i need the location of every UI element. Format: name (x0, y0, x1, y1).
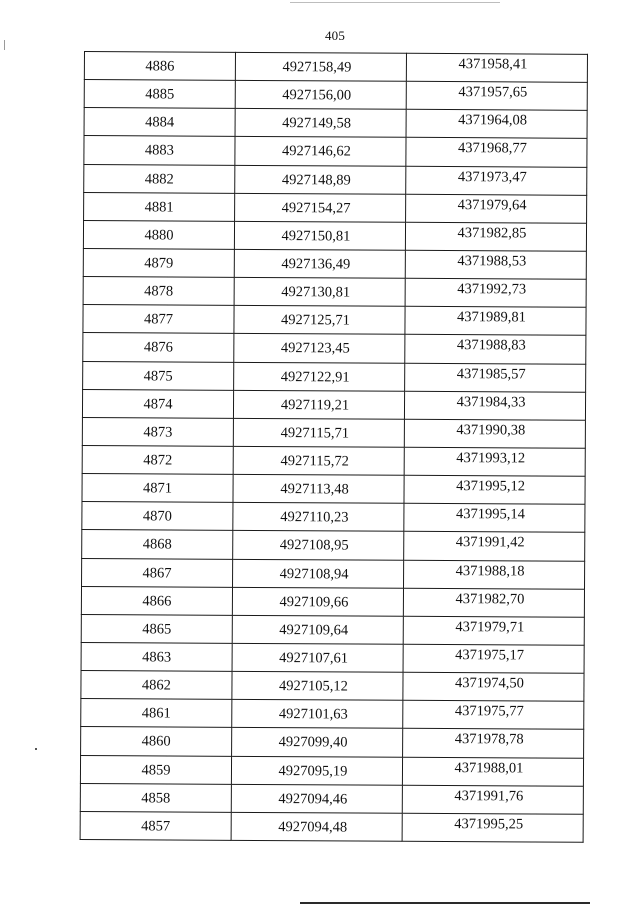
table-row (83, 277, 586, 308)
y-coordinate-cell (402, 757, 583, 786)
cell-text: 4874 (143, 396, 173, 413)
y-coordinate-cell (405, 250, 586, 279)
point-number-cell (83, 361, 234, 390)
y-coordinate-cell (406, 194, 587, 223)
coordinates-table (80, 51, 588, 843)
x-coordinate-cell (233, 503, 404, 532)
point-number-cell (84, 52, 235, 81)
cell-text: 4927107,61 (279, 650, 349, 667)
table-row (82, 417, 585, 448)
cell-text: 4859 (141, 761, 171, 779)
y-coordinate-cell (404, 532, 585, 561)
x-coordinate-cell (234, 362, 405, 391)
y-coordinate-cell (404, 419, 585, 448)
cell-text: 4870 (142, 508, 172, 525)
x-coordinate-cell (233, 531, 404, 560)
cell-text: 4871 (143, 480, 173, 497)
point-number-cell (81, 642, 232, 671)
cell-text: 4371974,50 (454, 675, 524, 692)
point-number-cell (84, 164, 235, 193)
y-coordinate-cell (406, 138, 587, 167)
point-number-cell (83, 220, 234, 249)
y-coordinate-cell (405, 363, 586, 392)
scan-speck (35, 748, 37, 750)
point-number-cell (81, 586, 232, 615)
cell-text: 4863 (142, 649, 172, 666)
cell-text: 4371978,78 (454, 731, 524, 748)
point-number-cell (80, 755, 231, 784)
point-number-cell (82, 502, 233, 531)
cell-text: 4878 (144, 283, 174, 300)
cell-text: 4861 (141, 705, 171, 722)
cell-text: 4371995,14 (455, 506, 525, 523)
cell-text: 4927094,46 (278, 790, 348, 808)
table-row (83, 220, 586, 251)
x-coordinate-cell (235, 109, 406, 138)
cell-text: 4881 (144, 199, 174, 216)
cell-text: 4865 (142, 621, 172, 638)
cell-text: 4927095,19 (278, 762, 348, 780)
cell-text: 4371979,71 (455, 618, 525, 636)
table-row (81, 614, 584, 645)
table-row (84, 80, 587, 111)
cell-text: 4927094,48 (278, 818, 348, 836)
cell-text: 4371991,42 (455, 534, 525, 551)
cell-text: 4873 (143, 424, 173, 441)
table-row (83, 305, 586, 336)
point-number-cell (83, 277, 234, 306)
cell-text: 4876 (143, 339, 173, 356)
cell-text: 4927156,00 (282, 87, 352, 104)
cell-text: 4860 (141, 733, 171, 750)
cell-text: 4371985,57 (456, 365, 526, 383)
table-row (81, 699, 584, 730)
cell-text: 4927130,81 (281, 284, 351, 301)
cell-text: 4371988,01 (454, 759, 524, 777)
y-coordinate-cell (403, 616, 584, 645)
cell-text: 4371995,12 (456, 478, 526, 495)
scan-edge-bottom (300, 902, 590, 904)
point-number-cell (80, 811, 231, 840)
point-number-cell (81, 671, 232, 700)
coordinates-table-body (80, 52, 587, 843)
table-row (84, 52, 587, 83)
x-coordinate-cell (233, 446, 404, 475)
cell-text: 4927105,12 (278, 678, 348, 695)
x-coordinate-cell (233, 559, 404, 588)
point-number-cell (80, 783, 231, 812)
cell-text: 4875 (143, 367, 173, 385)
point-number-cell (83, 248, 234, 277)
cell-text: 4371995,25 (454, 815, 524, 833)
cell-text: 4371991,76 (454, 787, 524, 805)
cell-text: 4371964,08 (458, 112, 528, 129)
cell-text: 4883 (144, 142, 174, 159)
x-coordinate-cell (231, 756, 402, 785)
point-number-cell (82, 389, 233, 418)
cell-text: 4866 (142, 593, 172, 610)
y-coordinate-cell (406, 81, 587, 110)
x-coordinate-cell (235, 52, 406, 81)
y-coordinate-cell (403, 588, 584, 617)
y-coordinate-cell (402, 785, 583, 814)
x-coordinate-cell (233, 390, 404, 419)
point-number-cell (82, 445, 233, 474)
cell-text: 4927113,48 (280, 481, 349, 498)
y-coordinate-cell (404, 475, 585, 504)
cell-text: 4862 (141, 677, 172, 694)
y-coordinate-cell (404, 391, 585, 420)
cell-text: 4927101,63 (278, 706, 348, 723)
cell-text: 4927122,91 (280, 368, 350, 386)
point-number-cell (84, 108, 235, 137)
cell-text: 4371975,77 (454, 703, 524, 720)
cell-text: 4927110,23 (280, 509, 349, 526)
x-coordinate-cell (234, 334, 405, 363)
cell-text: 4371982,85 (457, 224, 527, 242)
point-number-cell (84, 80, 235, 109)
scan-edge-top (290, 2, 500, 3)
y-coordinate-cell (405, 278, 586, 307)
x-coordinate-cell (235, 193, 406, 222)
cell-text: 4927150,81 (281, 228, 351, 245)
cell-text: 4371988,18 (455, 562, 525, 580)
x-coordinate-cell (233, 474, 404, 503)
y-coordinate-cell (403, 672, 584, 701)
cell-text: 4927108,94 (279, 565, 349, 583)
y-coordinate-cell (405, 335, 586, 364)
point-number-cell (82, 417, 233, 446)
cell-text: 4927099,40 (278, 734, 348, 751)
y-coordinate-cell (403, 644, 584, 673)
cell-text: 4927136,49 (281, 256, 351, 273)
cell-text: 4877 (143, 311, 174, 328)
cell-text: 4884 (145, 114, 175, 131)
y-coordinate-cell (402, 813, 583, 842)
cell-text: 4371958,41 (458, 56, 528, 73)
point-number-cell (83, 333, 234, 362)
y-coordinate-cell (406, 53, 587, 82)
cell-text: 4371989,81 (457, 309, 526, 326)
cell-text: 4371984,33 (456, 393, 526, 411)
x-coordinate-cell (232, 671, 403, 700)
table-row (80, 783, 583, 814)
cell-text: 4927108,95 (279, 537, 349, 554)
y-coordinate-cell (405, 222, 586, 251)
y-coordinate-cell (404, 447, 585, 476)
cell-text: 4371988,83 (456, 337, 526, 354)
cell-text: 4885 (145, 86, 175, 103)
point-number-cell (82, 530, 233, 559)
table-row (82, 530, 585, 561)
table-row (84, 192, 587, 223)
cell-text: 4867 (142, 564, 172, 582)
point-number-cell (84, 192, 235, 221)
cell-text: 4927158,49 (282, 59, 352, 76)
x-coordinate-cell (234, 306, 405, 335)
cell-text: 4879 (144, 255, 174, 272)
cell-text: 4371957,65 (458, 84, 528, 101)
cell-text: 4882 (144, 170, 174, 188)
cell-text: 4858 (141, 790, 171, 807)
cell-text: 4927123,45 (280, 340, 350, 357)
cell-text: 4371993,12 (456, 450, 526, 467)
cell-text: 4927154,27 (281, 199, 351, 217)
x-coordinate-cell (235, 80, 406, 109)
cell-text: 4927146,62 (281, 143, 351, 160)
y-coordinate-cell (404, 560, 585, 589)
table-row (84, 108, 587, 139)
table-row (81, 642, 584, 673)
point-number-cell (84, 136, 235, 165)
table-row (82, 502, 585, 533)
y-coordinate-cell (406, 110, 587, 139)
cell-text: 4927119,21 (280, 396, 350, 414)
x-coordinate-cell (235, 137, 406, 166)
table-row (84, 164, 587, 195)
x-coordinate-cell (235, 165, 406, 194)
cell-text: 4371990,38 (456, 421, 526, 439)
point-number-cell (81, 727, 232, 756)
point-number-cell (83, 305, 234, 334)
point-number-cell (81, 699, 232, 728)
cell-text: 4371968,77 (457, 140, 527, 157)
table-row (81, 727, 584, 758)
cell-text: 4371992,73 (457, 281, 527, 298)
cell-text: 4927115,71 (280, 424, 350, 442)
y-coordinate-cell (404, 504, 585, 533)
x-coordinate-cell (232, 700, 403, 729)
cell-text: 4927115,72 (280, 453, 349, 470)
x-coordinate-cell (233, 418, 404, 447)
cell-text: 4927109,66 (279, 593, 349, 611)
y-coordinate-cell (403, 729, 584, 758)
table-row (84, 136, 587, 167)
point-number-cell (81, 614, 232, 643)
cell-text: 4927109,64 (279, 621, 349, 639)
table-row (83, 333, 586, 364)
cell-text: 4927125,71 (281, 312, 350, 329)
table-row (82, 474, 585, 505)
table-row (82, 558, 585, 589)
x-coordinate-cell (232, 615, 403, 644)
x-coordinate-cell (234, 249, 405, 278)
cell-text: 4371973,47 (457, 168, 527, 186)
x-coordinate-cell (232, 728, 403, 757)
x-coordinate-cell (231, 784, 402, 813)
x-coordinate-cell (232, 643, 403, 672)
y-coordinate-cell (405, 307, 586, 336)
table-row (80, 811, 583, 842)
y-coordinate-cell (403, 701, 584, 730)
table-row (81, 586, 584, 617)
table-row (82, 389, 585, 420)
cell-text: 4371988,53 (457, 253, 527, 270)
y-coordinate-cell (406, 166, 587, 195)
cell-text: 4371979,64 (457, 196, 527, 214)
cell-text: 4872 (143, 452, 173, 469)
cell-text: 4927149,58 (282, 115, 352, 132)
table-row (82, 445, 585, 476)
x-coordinate-cell (234, 221, 405, 250)
cell-text: 4886 (145, 58, 175, 75)
cell-text: 4857 (141, 818, 171, 835)
table-row (81, 671, 584, 702)
table-row (83, 248, 586, 279)
table-row (80, 755, 583, 786)
x-coordinate-cell (231, 812, 402, 841)
cell-text: 4927148,89 (281, 171, 351, 189)
cell-text: 4371982,70 (455, 590, 525, 608)
cell-text: 4371975,17 (455, 647, 525, 664)
page-number: 405 (324, 28, 346, 43)
cell-text: 4880 (144, 227, 174, 244)
x-coordinate-cell (234, 277, 405, 306)
point-number-cell (82, 474, 233, 503)
table-row (83, 361, 586, 392)
point-number-cell (82, 558, 233, 587)
x-coordinate-cell (232, 587, 403, 616)
cell-text: 4868 (142, 536, 172, 553)
